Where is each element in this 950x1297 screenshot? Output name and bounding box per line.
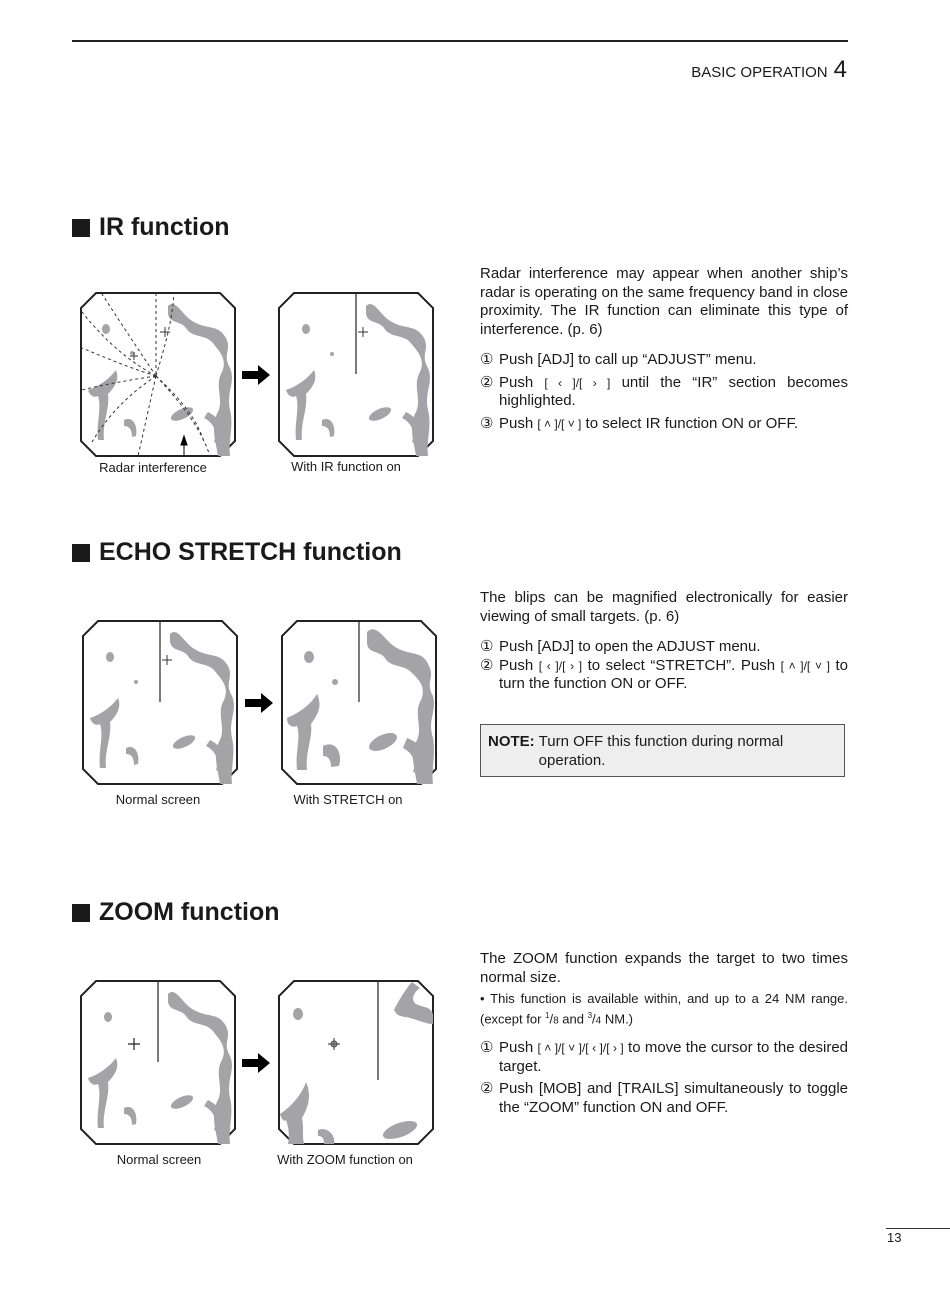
bullet-text: NM.) xyxy=(601,1011,634,1027)
page-number: 13 xyxy=(887,1230,902,1245)
ir-step-1 xyxy=(480,351,848,370)
arrow-right-icon xyxy=(240,364,272,386)
step-number: ② xyxy=(480,1080,494,1098)
caption-ir-on: With IR function on xyxy=(291,459,401,474)
step-text: Push xyxy=(499,1039,538,1057)
top-rule xyxy=(72,40,848,42)
square-bullet-icon xyxy=(72,904,90,922)
radar-normal-screen xyxy=(82,620,238,785)
key-left-right: [ ‹ ]/[ › ] xyxy=(538,658,583,673)
echo-section-title xyxy=(72,538,402,567)
fraction-numerator: 3 xyxy=(587,1011,593,1020)
caption-radar-interference: Radar interference xyxy=(99,460,207,475)
zoom-text xyxy=(480,950,848,1121)
echo-step-2 xyxy=(480,657,848,694)
step-text: to move the cursor to the desired target. xyxy=(499,1039,849,1075)
echo-title-text: ECHO STRETCH function xyxy=(99,538,402,566)
step-text: to select “STRETCH”. Push xyxy=(582,656,781,674)
arrow-right-icon xyxy=(240,1052,272,1074)
fraction-denominator: 4 xyxy=(595,1015,602,1027)
radar-interference-screen xyxy=(80,292,236,457)
caption-zoom-on: With ZOOM function on xyxy=(277,1152,413,1167)
step-text: Push xyxy=(499,414,538,432)
radar-ir-on-screen xyxy=(278,292,434,457)
key-arrows: [ ˄ ]/[ ˅ ]/[ ‹ ]/[ › ] xyxy=(537,1041,624,1056)
ir-intro: Radar interference may appear when another ship’s radar is operating on the same frequency band in close proximity. The IR function can eliminate this type of interference. (p. 6) xyxy=(480,265,848,338)
fraction-numerator: 1 xyxy=(545,1011,550,1020)
running-header xyxy=(691,56,847,84)
caption-stretch-on: With STRETCH on xyxy=(293,792,403,807)
echo-text xyxy=(480,589,848,698)
zoom-title-text: ZOOM function xyxy=(99,898,280,926)
arrow-right-icon xyxy=(243,692,275,714)
zoom-step-1 xyxy=(480,1039,848,1076)
zoom-intro: The ZOOM function expands the target to two times normal size. xyxy=(480,950,848,986)
footer-rule xyxy=(886,1228,950,1229)
step-number: ① xyxy=(480,638,494,655)
bullet-text: and xyxy=(558,1011,588,1027)
step-text: Push [MOB] and [TRAILS] simultaneously to toggle the “ZOOM” function ON and OFF. xyxy=(499,1080,848,1116)
step-number: ① xyxy=(480,351,494,368)
step-number: ③ xyxy=(480,414,494,432)
ir-text xyxy=(480,265,848,437)
ir-step-3 xyxy=(480,415,848,434)
step-number: ② xyxy=(480,656,494,674)
step-text: Push xyxy=(499,373,545,391)
echo-step-1 xyxy=(480,638,848,657)
step-text: to turn the function ON or OFF. xyxy=(499,656,849,692)
key-up-down: [ ˄ ]/[ ˅ ] xyxy=(780,658,830,673)
header-section: BASIC OPERATION xyxy=(691,64,828,81)
step-text: Push [ADJ] to open the ADJUST menu. xyxy=(499,638,761,655)
step-number: ① xyxy=(480,1039,494,1057)
zoom-section-title xyxy=(72,898,280,927)
step-number: ② xyxy=(480,373,494,391)
step-text: to select IR function ON or OFF. xyxy=(581,414,799,432)
ir-title-text: IR function xyxy=(99,213,230,241)
screen-frame xyxy=(81,293,235,456)
zoom-bullet: • This function is available within, and up to a 24 NM range. (except for $^1$/8 and $^3$/4 NM.) xyxy=(480,991,848,1027)
caption-normal-screen-zoom: Normal screen xyxy=(116,1152,202,1167)
step-text: Push [ADJ] to call up “ADJUST” menu. xyxy=(499,351,757,368)
radar-normal-screen-zoom xyxy=(80,980,236,1145)
step-text: Push xyxy=(499,656,539,674)
ir-section-title xyxy=(72,213,230,242)
ir-step-2 xyxy=(480,374,848,411)
echo-intro: The blips can be magnified electronically for easier viewing of small targets. (p. 6) xyxy=(480,589,848,625)
step-text: until the “IR” section becomes highlighted. xyxy=(499,373,849,409)
caption-normal-screen: Normal screen xyxy=(115,792,201,807)
radar-stretch-on-screen xyxy=(281,620,437,785)
square-bullet-icon xyxy=(72,219,90,237)
radar-zoom-on-screen xyxy=(278,980,434,1145)
key-up-down: [ ˄ ]/[ ˅ ] xyxy=(537,416,582,431)
key-left-right: [ ‹ ]/[ › ] xyxy=(544,375,611,390)
note-label: NOTE: xyxy=(488,733,535,750)
fraction-denominator: 8 xyxy=(553,1015,559,1027)
header-chapter-number: 4 xyxy=(833,56,847,83)
bullet-text: • This function is available within, and up to a 24 NM range. (except for xyxy=(480,991,848,1027)
note-box xyxy=(480,724,845,777)
note-text: Turn OFF this function during normal operation. xyxy=(538,733,784,769)
zoom-step-2 xyxy=(480,1080,848,1117)
square-bullet-icon xyxy=(72,544,90,562)
